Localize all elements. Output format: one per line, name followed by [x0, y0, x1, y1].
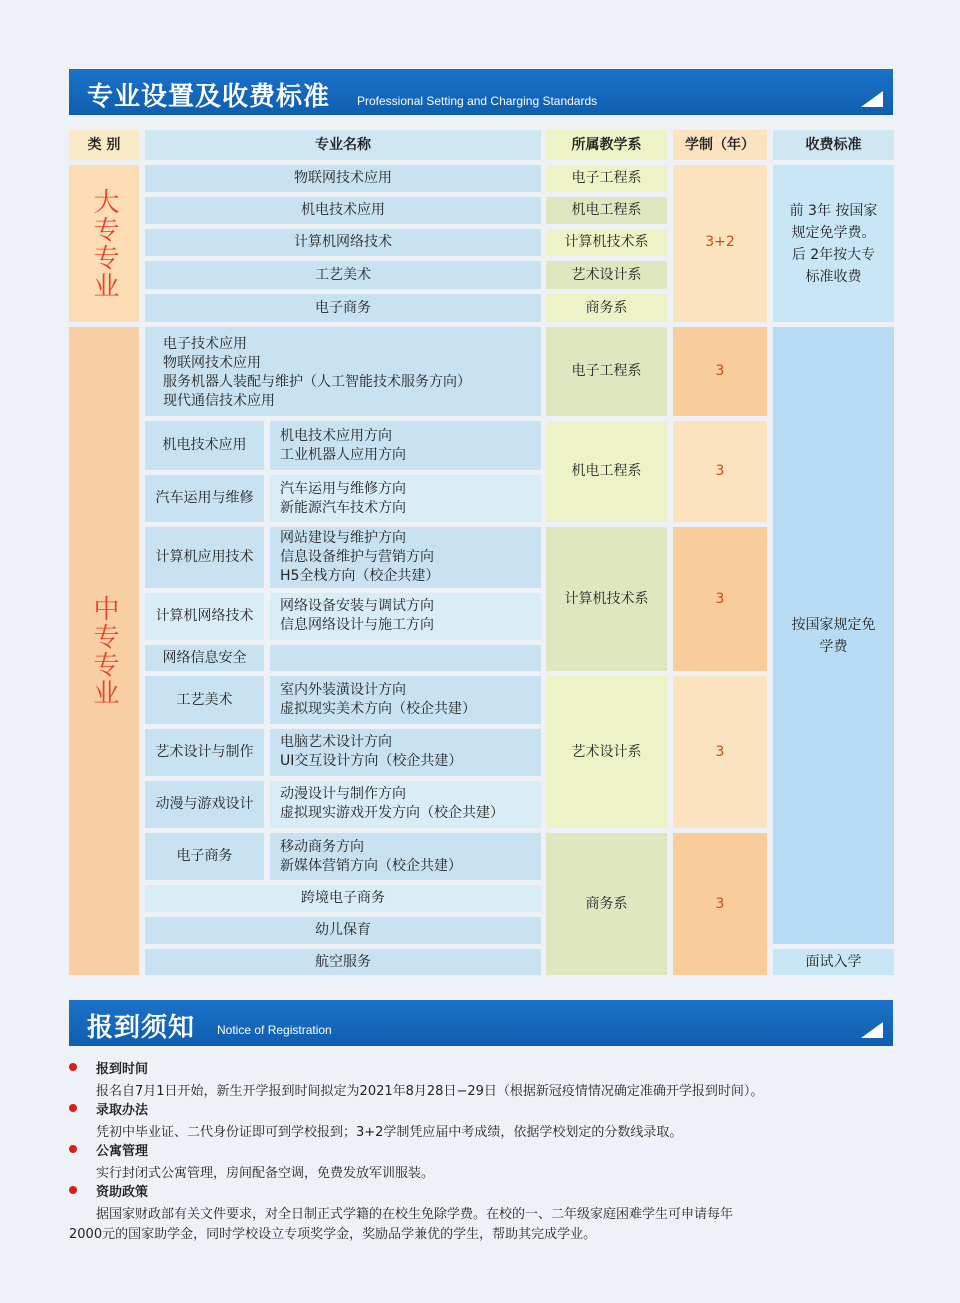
- art-major: 动漫与游戏设计: [145, 781, 264, 828]
- major-line: 现代通信技术应用: [163, 393, 275, 409]
- direction-line: 网络设备安装与调试方向: [280, 598, 434, 614]
- category-secondary-label: 中专专业: [89, 595, 119, 707]
- header-major: 专业名称: [145, 130, 541, 160]
- college-major: 机电技术应用: [145, 197, 541, 224]
- notice-text: 报名自7月1日开始，新生开学报到时间拟定为2021年8月28日−29日（根据新冠疫情情况确定准确开学报到时间）。: [96, 1084, 764, 1099]
- bullet-icon: [69, 1104, 77, 1112]
- major-line: 电子技术应用: [163, 336, 247, 352]
- section-title-zh: 专业设置及收费标准: [87, 82, 331, 112]
- mech-directions: [270, 421, 541, 470]
- direction-line: 信息设备维护与营销方向: [280, 549, 434, 565]
- computer-directions: [270, 527, 541, 588]
- notice-list: [69, 1058, 869, 1242]
- section-title-zh: 报到须知: [87, 1013, 196, 1043]
- college-major: 物联网技术应用: [145, 165, 541, 192]
- notice-heading: 报到时间: [96, 1062, 149, 1077]
- header-duration: 学制（年）: [673, 130, 767, 160]
- computer-dept: 计算机技术系: [546, 527, 667, 671]
- business-duration: 3: [673, 833, 767, 975]
- notice-heading: 资助政策: [96, 1185, 149, 1200]
- direction-line: 信息网络设计与施工方向: [280, 617, 434, 633]
- bullet-icon: [69, 1186, 77, 1194]
- college-fee: 前 3年 按国家规定免学费。后 2年按大专标准收费: [773, 165, 894, 322]
- notice-text: 2000元的国家助学金，同时学校设立专项奖学金，奖励品学兼优的学生，帮助其完成学业。: [69, 1227, 597, 1242]
- direction-line: 网站建设与维护方向: [280, 530, 406, 546]
- corner-triangle-icon: [861, 1022, 883, 1038]
- college-dept: 艺术设计系: [546, 261, 667, 289]
- direction-line: H5全栈方向（校企共建）: [280, 568, 440, 584]
- header-category: 类 别: [69, 130, 139, 160]
- secondary-fee: 按国家规定免学费: [773, 327, 894, 944]
- corner-triangle-icon: [861, 91, 883, 107]
- art-directions: [270, 729, 541, 776]
- category-secondary: [69, 327, 139, 975]
- direction-line: 虚拟现实游戏开发方向（校企共建）: [280, 805, 504, 821]
- mech-directions: [270, 475, 541, 522]
- mech-dept: 机电工程系: [546, 421, 667, 522]
- mech-major: 汽车运用与维修: [145, 475, 264, 522]
- college-dept: 机电工程系: [546, 197, 667, 224]
- college-dept: 商务系: [546, 294, 667, 322]
- business-dept: 商务系: [546, 833, 667, 975]
- major-line: 物联网技术应用: [163, 355, 261, 371]
- computer-major: 网络信息安全: [145, 645, 264, 671]
- art-directions: [270, 781, 541, 828]
- secondary-fee-last: 面试入学: [773, 949, 894, 975]
- art-duration: 3: [673, 676, 767, 828]
- art-directions: [270, 676, 541, 724]
- direction-line: 移动商务方向: [280, 839, 364, 855]
- direction-line: 电脑艺术设计方向: [280, 734, 392, 750]
- college-dept: 电子工程系: [546, 165, 667, 192]
- section-header-registration: [69, 1000, 893, 1046]
- section-title-en: Professional Setting and Charging Standards: [357, 94, 598, 108]
- notice-text: 凭初中毕业证、二代身份证即可到学校报到；3+2学制凭应届中考成绩，依据学校划定的分数线录取。: [96, 1125, 683, 1140]
- direction-line: 新媒体营销方向（校企共建）: [280, 858, 462, 874]
- computer-duration: 3: [673, 527, 767, 671]
- college-dept: 计算机技术系: [546, 229, 667, 256]
- computer-directions: [270, 593, 541, 640]
- notice-heading: 录取办法: [96, 1103, 149, 1118]
- college-major: 电子商务: [145, 294, 541, 322]
- art-major: 工艺美术: [145, 676, 264, 724]
- section-title-en: Notice of Registration: [217, 1023, 332, 1037]
- direction-line: 汽车运用与维修方向: [280, 481, 406, 497]
- category-college: [69, 165, 139, 322]
- direction-line: 工业机器人应用方向: [280, 447, 406, 463]
- header-fee: 收费标准: [773, 130, 894, 160]
- major-line: 服务机器人装配与维护（人工智能技术服务方向）: [163, 374, 471, 390]
- college-major: 计算机网络技术: [145, 229, 541, 256]
- business-single-major: 跨境电子商务: [145, 885, 541, 912]
- business-directions: [270, 833, 541, 880]
- electronic-duration: 3: [673, 327, 767, 416]
- direction-line: 机电技术应用方向: [280, 428, 392, 444]
- direction-line: 室内外装潢设计方向: [280, 682, 406, 698]
- business-single-major: 幼儿保育: [145, 917, 541, 944]
- category-college-label: 大专专业: [89, 187, 119, 300]
- bullet-icon: [69, 1145, 77, 1153]
- direction-line: 虚拟现实美术方向（校企共建）: [280, 701, 476, 717]
- college-duration: 3+2: [673, 165, 767, 322]
- direction-line: 新能源汽车技术方向: [280, 500, 406, 516]
- direction-line: 动漫设计与制作方向: [280, 786, 406, 802]
- mech-duration: 3: [673, 421, 767, 522]
- mech-major: 机电技术应用: [145, 421, 264, 470]
- bullet-icon: [69, 1063, 77, 1071]
- direction-line: UI交互设计方向（校企共建）: [280, 753, 463, 769]
- section-header-professional: [69, 69, 893, 115]
- notice-heading: 公寓管理: [96, 1144, 149, 1159]
- business-major: 电子商务: [145, 833, 264, 880]
- notice-text: 据国家财政部有关文件要求，对全日制正式学籍的在校生免除学费。在校的一、二年级家庭困难学生可申请每年: [96, 1207, 734, 1222]
- electronic-majors: [145, 327, 541, 416]
- art-major: 艺术设计与制作: [145, 729, 264, 776]
- computer-major: 计算机应用技术: [145, 527, 264, 588]
- college-major: 工艺美术: [145, 261, 541, 289]
- electronic-dept: 电子工程系: [546, 327, 667, 416]
- business-single-major: 航空服务: [145, 949, 541, 975]
- header-dept: 所属教学系: [546, 130, 667, 160]
- art-dept: 艺术设计系: [546, 676, 667, 828]
- computer-major: 计算机网络技术: [145, 593, 264, 640]
- notice-text: 实行封闭式公寓管理，房间配备空调，免费发放军训服装。: [96, 1166, 435, 1181]
- computer-directions-empty: [270, 645, 541, 671]
